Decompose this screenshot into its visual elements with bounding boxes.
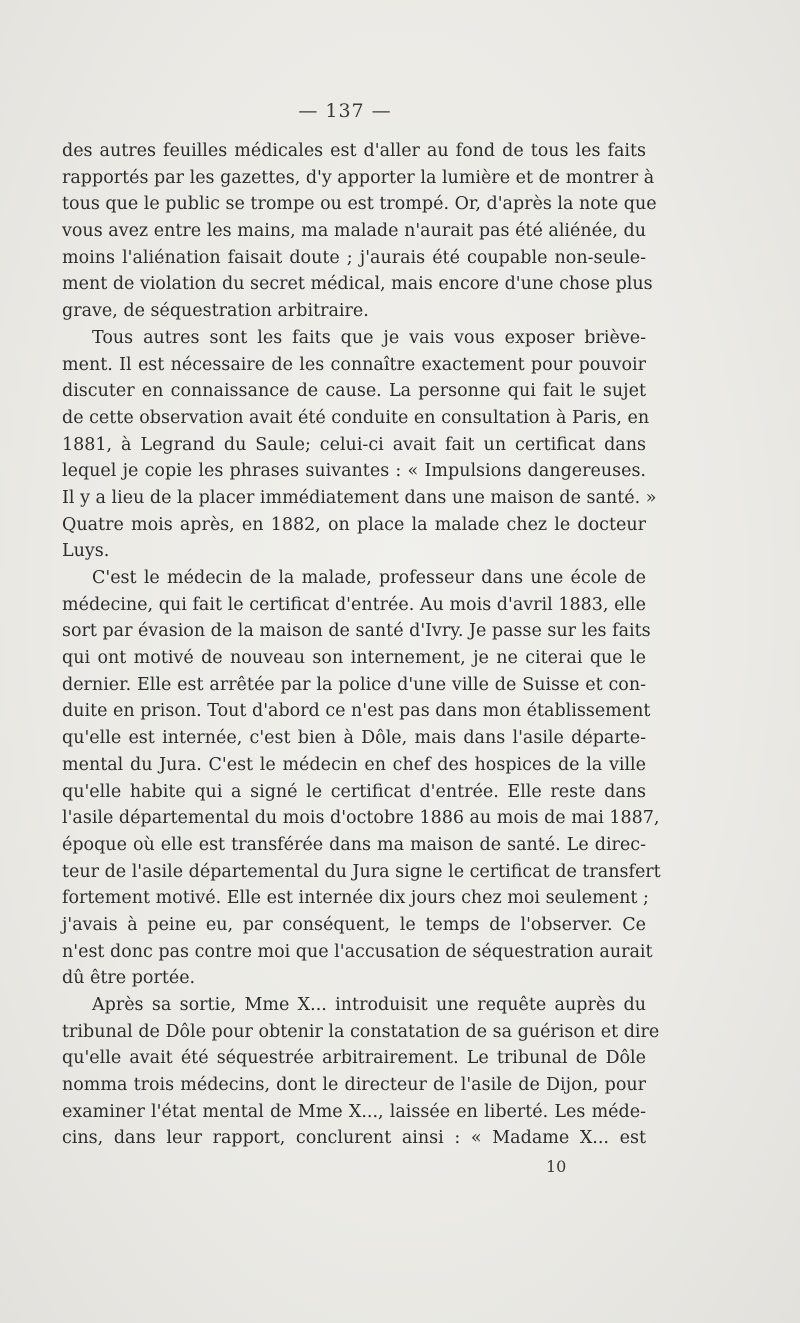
text-line: ment de violation du secret médical, mais encore d'une chose plus	[62, 274, 653, 295]
text-line: dû être portée.	[62, 968, 196, 989]
text-line: médecine, qui fait le certificat d'entrée. Au mois d'avril 1883, elle	[62, 594, 646, 615]
text-line: qu'elle est internée, c'est bien à Dôle, mais dans l'asile départe-	[62, 728, 646, 749]
body-text	[62, 138, 661, 1152]
text-line: tribunal de Dôle pour obtenir la constatation de sa guérison et dire	[62, 1021, 660, 1042]
text-line: 1881, à Legrand du Saule; celui-ci avait fait un certificat dans	[62, 434, 646, 455]
text-line: j'avais à peine eu, par conséquent, le temps de l'observer. Ce	[62, 914, 646, 935]
text-line: grave, de séquestration arbitraire.	[62, 301, 369, 322]
text-line: Tous autres sont les faits que je vais vous exposer briève-	[92, 327, 646, 348]
text-line: nomma trois médecins, dont le directeur de l'asile de Dijon, pour	[62, 1075, 646, 1096]
text-line: rapportés par les gazettes, d'y apporter la lumière et de montrer à	[62, 167, 655, 188]
signature-mark: 10	[546, 1157, 567, 1176]
text-line: des autres feuilles médicales est d'aller au fond de tous les faits	[62, 141, 646, 161]
text-line: moins l'aliénation faisait doute ; j'aurais été coupable non-seule-	[62, 247, 646, 268]
text-line: lequel je copie les phrases suivantes : « Impulsions dangereuses.	[62, 461, 646, 482]
text-line: tous que le public se trompe ou est trompé. Or, d'après la note que	[62, 194, 657, 215]
text-line: ment. Il est nécessaire de les connaître exactement pour pouvoir	[62, 354, 646, 375]
text-line: discuter en connaissance de cause. La personne qui fait le sujet	[62, 381, 646, 402]
page-number: — 137 —	[298, 100, 392, 122]
text-line: qu'elle habite qui a signé le certificat d'entrée. Elle reste dans	[62, 781, 646, 802]
text-line: n'est donc pas contre moi que l'accusation de séquestration aurait	[62, 941, 653, 962]
text-line: examiner l'état mental de Mme X..., laissée en liberté. Les méde-	[62, 1101, 646, 1122]
text-line: vous avez entre les mains, ma malade n'aurait pas été aliénée, du	[62, 221, 646, 242]
text-line: teur de l'asile départemental du Jura signe le certificat de transfert	[62, 861, 661, 882]
text-line: Après sa sortie, Mme X... introduisit une requête auprès du	[92, 995, 646, 1015]
text-line: cins, dans leur rapport, conclurent ainsi : « Madame X... est	[62, 1128, 646, 1149]
text-line: Quatre mois après, en 1882, on place la malade chez le docteur	[62, 514, 646, 535]
text-line: Luys.	[62, 541, 110, 562]
text-line: duite en prison. Tout d'abord ce n'est pas dans mon établissement	[62, 701, 651, 722]
text-line: mental du Jura. C'est le médecin en chef des hospices de la ville	[62, 754, 646, 775]
text-line: l'asile départemental du mois d'octobre 1886 au mois de mai 1887,	[62, 808, 660, 829]
text-line: sort par évasion de la maison de santé d'Ivry. Je passe sur les faits	[62, 621, 651, 642]
text-line: dernier. Elle est arrêtée par la police d'une ville de Suisse et con-	[62, 674, 646, 695]
text-line: époque où elle est transférée dans ma maison de santé. Le direc-	[62, 834, 646, 855]
text-line: qu'elle avait été séquestrée arbitrairement. Le tribunal de Dôle	[62, 1048, 646, 1069]
text-line: fortement motivé. Elle est internée dix jours chez moi seulement ;	[62, 888, 649, 909]
text-line: qui ont motivé de nouveau son internement, je ne citerai que le	[62, 648, 646, 669]
text-line: Il y a lieu de la placer immédiatement dans une maison de santé. »	[62, 487, 657, 508]
text-line: C'est le médecin de la malade, professeur dans une école de	[92, 568, 646, 588]
text-line: de cette observation avait été conduite en consultation à Paris, en	[62, 407, 650, 428]
